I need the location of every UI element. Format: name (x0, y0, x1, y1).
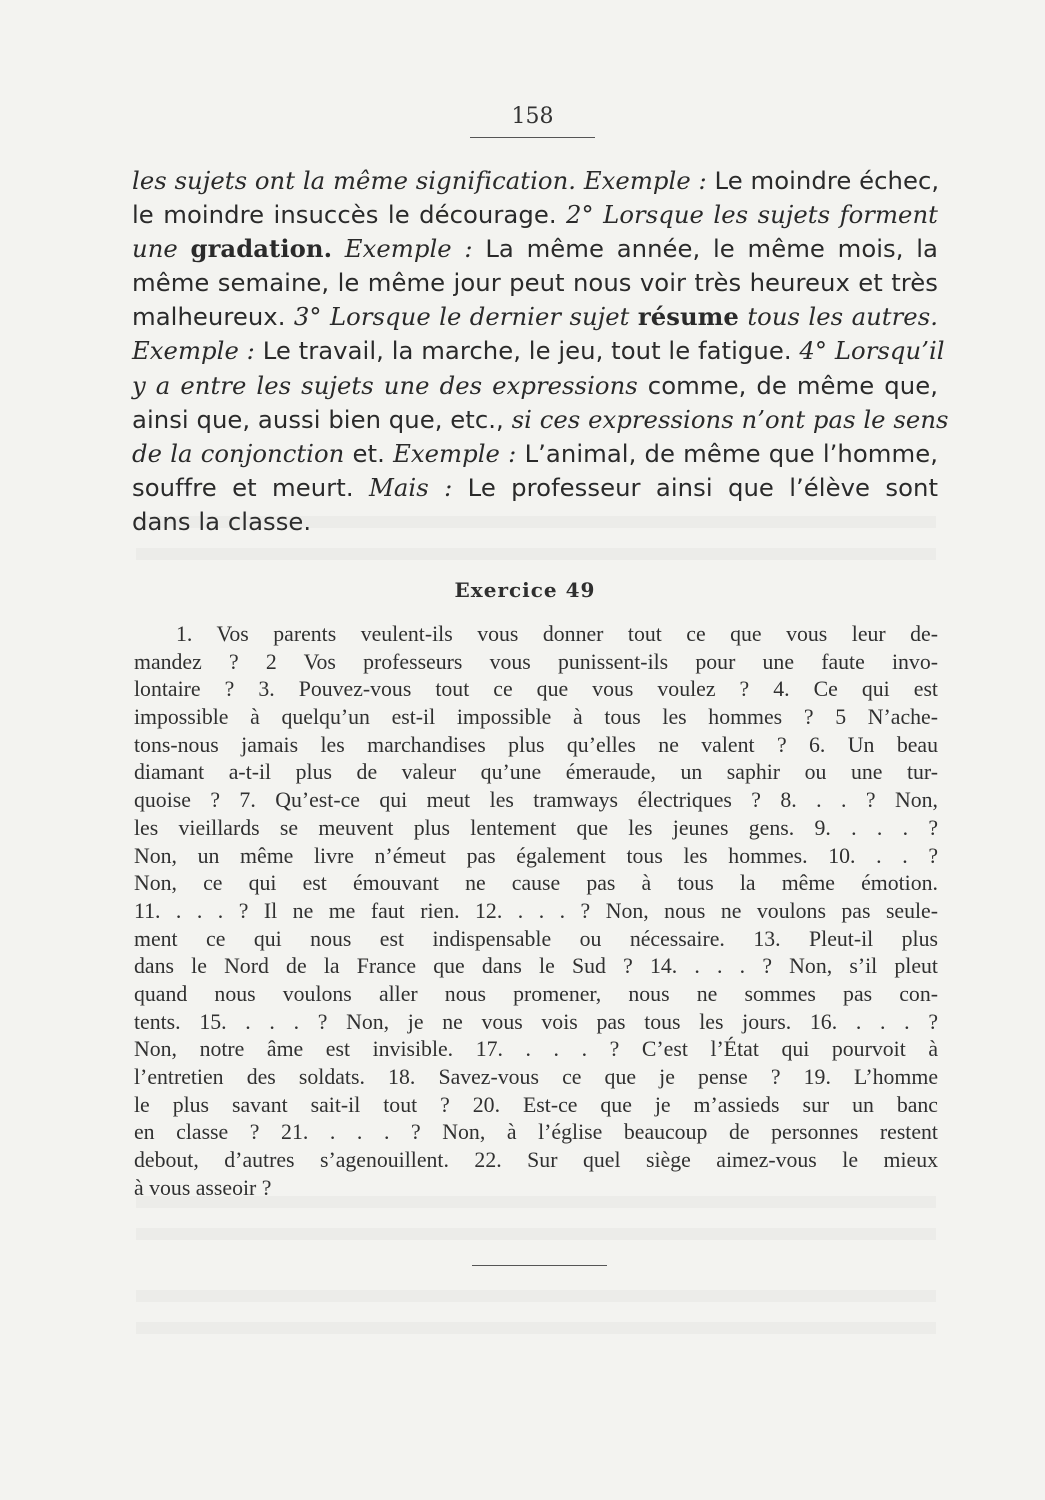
exercise-line: impossible à quelqu’un est-il impossible à tous les hommes ? 5 N’ache- (134, 705, 938, 730)
exercise-line: Non, ce qui est émouvant ne cause pas à tous la même émotion. (134, 871, 938, 896)
exercise-line: quand nous voulons aller nous promener, nous ne sommes pas con- (134, 981, 938, 1006)
page-number: 158 (511, 104, 554, 129)
exercise-line: 1. Vos parents veulent-ils vous donner tout ce que vous leur de- (176, 622, 938, 646)
exercise-line: diamant a-t-il plus de valeur qu’une émeraude, un saphir ou une tur- (134, 760, 938, 785)
paragraph-line (132, 334, 945, 368)
bold-text: résume (637, 302, 739, 332)
text-run: Le travail, la marche, le jeu, tout le fatigue. (254, 336, 800, 366)
show-through-mark (136, 1322, 936, 1334)
exercise-line: tons-nous jamais les marchandises plus qu’elles ne valent ? 6. Un beau (134, 732, 938, 757)
paragraph-line (132, 232, 938, 266)
text-run: La même année, le même mois, la (472, 234, 938, 264)
text-run: souffre et meurt. (132, 472, 369, 502)
italic-text: Exemple : (132, 336, 255, 366)
show-through-mark (136, 516, 936, 528)
show-through-mark (136, 548, 936, 560)
paragraph-line (132, 266, 938, 300)
show-through-mark (136, 1228, 936, 1240)
paragraph-line (132, 369, 938, 403)
italic-text: 4° Lorsqu’il (799, 336, 945, 366)
text-run: le moindre insuccès le décourage. (132, 200, 567, 230)
paragraph-line (132, 300, 938, 334)
footer-rule (472, 1265, 607, 1266)
italic-text: 2° Lorsque les sujets forment (566, 200, 938, 230)
text-run: L’animal, de même que l’homme, (516, 438, 938, 468)
exercise-line: ment ce qui nous est indispensable ou nécessaire. 13. Pleut-il plus (134, 926, 938, 951)
exercise-line: mandez ? 2 Vos professeurs vous punissent-ils pour une faute invo- (134, 649, 938, 674)
text-run: dans la classe. (132, 506, 312, 536)
text-run: et. (344, 438, 394, 468)
italic-text: les sujets ont la même signification. Exemple : (132, 166, 707, 195)
text-run: Le professeur ainsi que l’élève sont (452, 472, 939, 502)
bold-text: gradation. (190, 234, 333, 264)
exercise-line: debout, d’autres s’agenouillent. 22. Sur quel siège aimez-vous le mieux (134, 1148, 938, 1173)
exercise-line: en classe ? 21. . . . ? Non, à l’église beaucoup de personnes restent (134, 1120, 938, 1145)
text-run: Le moindre échec, (706, 166, 940, 195)
header-rule (470, 137, 595, 138)
italic-text: Mais : (368, 472, 453, 502)
paragraph-line (132, 471, 938, 505)
italic-text: Exemple : (332, 234, 473, 264)
exercise-line: Non, un même livre n’émeut pas également tous les hommes. 10. . . ? (134, 843, 938, 868)
italic-text: si ces expressions n’ont pas le sens (511, 404, 949, 434)
italic-text: une (132, 234, 191, 264)
exercise-title: Exercice 49 (454, 578, 596, 602)
text-run: comme, de même que, (637, 370, 938, 400)
text-run: même semaine, le même jour peut nous voir très heureux et très (132, 268, 938, 298)
text-run: malheureux. (132, 302, 294, 332)
exercise-line: Non, notre âme est invisible. 17. . . . ? C’est l’État qui pourvoit à (134, 1037, 938, 1062)
exercise-paragraph (134, 621, 938, 1202)
show-through-mark (136, 1196, 936, 1208)
italic-text: Exemple : (393, 438, 517, 468)
exercise-line: l’entretien des soldats. 18. Savez-vous ce que je pense ? 19. L’homme (134, 1065, 938, 1089)
exercise-line: les vieillards se meuvent plus lentement que les jeunes gens. 9. . . . ? (134, 815, 938, 840)
exercise-line: 11. . . . ? Il ne me faut rien. 12. . . . ? Non, nous ne voulons pas seule- (134, 898, 938, 923)
exercise-line: le plus savant sait-il tout ? 20. Est-ce que je m’assieds sur un banc (134, 1092, 938, 1117)
paragraph-line (132, 403, 949, 437)
exercise-line: quoise ? 7. Qu’est-ce qui meut les tramways électriques ? 8. . . ? Non, (134, 788, 938, 813)
grammar-rule-paragraph (132, 164, 949, 539)
exercise-line: tents. 15. . . . ? Non, je ne vous vois pas tous les jours. 16. . . . ? (134, 1009, 938, 1034)
exercise-line: dans le Nord de la France que dans le Sud ? 14. . . . ? Non, s’il pleut (134, 954, 938, 979)
italic-text: y a entre les sujets une des expressions (132, 370, 638, 400)
italic-text: tous les autres. (738, 302, 938, 332)
show-through-mark (136, 1290, 936, 1302)
paragraph-line (132, 437, 938, 471)
exercise-line: lontaire ? 3. Pouvez-vous tout ce que vous voulez ? 4. Ce qui est (134, 677, 938, 702)
italic-text: de la conjonction (132, 438, 345, 468)
paragraph-line (132, 198, 938, 232)
text-run: ainsi que, aussi bien que, etc., (132, 404, 512, 434)
paragraph-line (132, 164, 938, 198)
exercise-line: à vous asseoir ? (134, 1175, 272, 1200)
italic-text: 3° Lorsque le dernier sujet (293, 302, 638, 332)
